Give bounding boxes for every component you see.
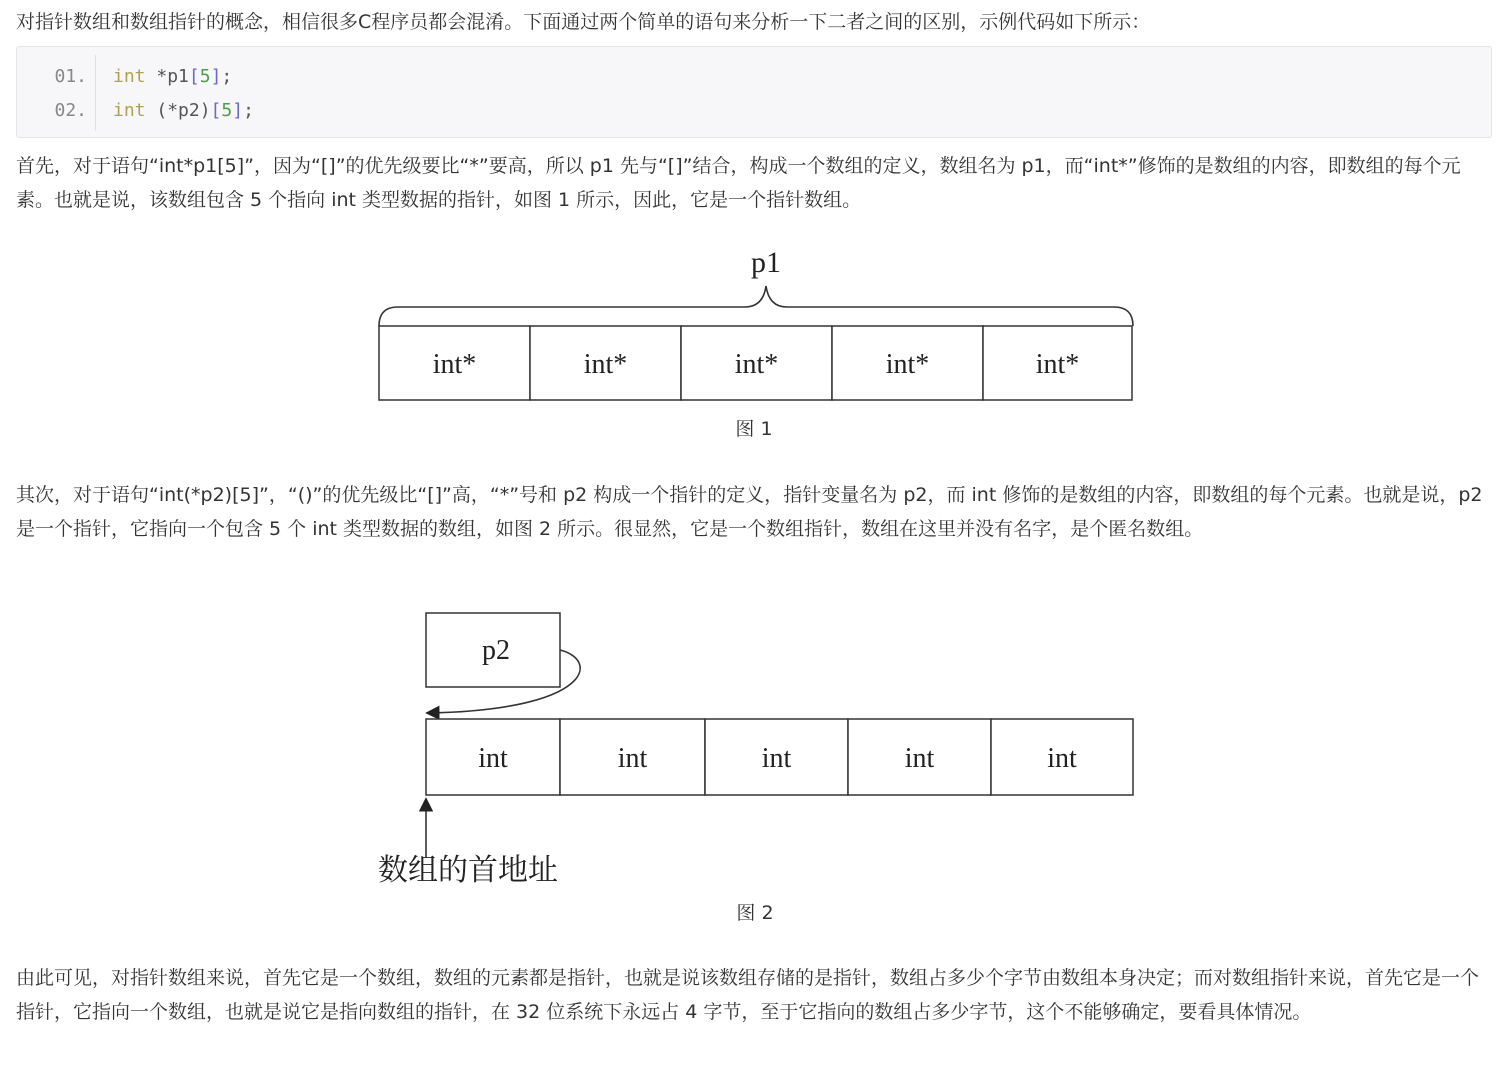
code-text bbox=[113, 94, 254, 128]
array-cell-label: int* bbox=[1035, 348, 1080, 380]
figure-1-diagram bbox=[340, 230, 1170, 410]
array-cell-label: int bbox=[761, 742, 792, 774]
code-gutter-divider bbox=[95, 55, 96, 131]
array-cell-label: int bbox=[1047, 742, 1077, 774]
array-cell-label: int* bbox=[583, 348, 628, 380]
int-array-cells bbox=[426, 719, 1133, 795]
line-number: 02. bbox=[54, 100, 87, 121]
array-cell-label: int bbox=[617, 742, 648, 774]
figure-2-diagram bbox=[360, 600, 1160, 900]
code-text bbox=[113, 60, 232, 94]
code-number: 5 bbox=[221, 100, 233, 121]
code-terminator: ; bbox=[243, 100, 254, 121]
code-identifier: *p1 bbox=[145, 66, 189, 87]
pointer-array-paragraph: 首先，对于语句“int*p1[5]”，因为“[]”的优先级要比“*”要高，所以 p1 先与“[]”结合，构成一个数组的定义，数组名为 p1，而“int*”修饰的是数组的内容，即数组的每个元素。也就是说，该数组包含 5 个指向 int 类型数据的指针，如图 1 所示，因此，它是一个指针数组。 bbox=[16, 155, 1461, 211]
figure-pointer-array bbox=[340, 230, 1170, 450]
code-bracket-close: ] bbox=[232, 100, 244, 121]
code-number: 5 bbox=[199, 66, 211, 87]
line-number: 01. bbox=[54, 66, 87, 87]
figure-array-pointer bbox=[360, 600, 1160, 930]
array-first-address-label: 数组的首地址 bbox=[378, 854, 558, 887]
code-terminator: ; bbox=[221, 66, 233, 87]
conclusion-paragraph: 由此可见，对指针数组来说，首先它是一个数组，数组的元素都是指针，也就是说该数组存储的是指针，数组占多少个字节由数组本身决定；而对数组指针来说，首先它是一个指针，它指向一个数组，也就是说它是指向数组的指针，在 32 位系统下永远占 4 字节，至于它指向的数组占多少字节，这个不能够确定，要看具体情况。 bbox=[16, 967, 1480, 1023]
code-bracket-open: [ bbox=[210, 100, 222, 121]
pointer-variable-label: p2 bbox=[482, 635, 510, 666]
array-name-label: p1 bbox=[751, 246, 781, 279]
pointer-array-cells bbox=[379, 326, 1132, 400]
code-keyword: int bbox=[113, 66, 146, 87]
array-brace bbox=[379, 286, 1133, 326]
figure-1-caption: 图 1 bbox=[735, 418, 773, 440]
figure-2-caption: 图 2 bbox=[736, 902, 774, 924]
code-bracket-close: ] bbox=[210, 66, 222, 87]
intro-paragraph: 对指针数组和数组指针的概念，相信很多C程序员都会混淆。下面通过两个简单的语句来分析一下二者之间的区别，示例代码如下所示： bbox=[16, 11, 1151, 33]
array-cell-label: int bbox=[478, 742, 508, 774]
code-identifier: (*p2) bbox=[145, 100, 211, 121]
code-block bbox=[16, 46, 1492, 138]
code-bracket-open: [ bbox=[188, 66, 200, 87]
array-pointer-paragraph: 其次，对于语句“int(*p2)[5]”，“()”的优先级比“[]”高，“*”号和 p2 构成一个指针的定义，指针变量名为 p2，而 int 修饰的是数组的内容，即数组的每个元素。也就是说，p2 是一个指针，它指向一个包含 5 个 int 类型数据的数组，如图 2 所示。很显然，它是一个数组指针，数组在这里并没有名字，是个匿名数组。 bbox=[16, 484, 1483, 540]
array-cell-label: int bbox=[904, 742, 935, 774]
array-cell-label: int* bbox=[432, 348, 477, 380]
code-keyword: int bbox=[113, 100, 146, 121]
array-cell-label: int* bbox=[734, 348, 779, 380]
array-cell-label: int* bbox=[885, 348, 930, 380]
